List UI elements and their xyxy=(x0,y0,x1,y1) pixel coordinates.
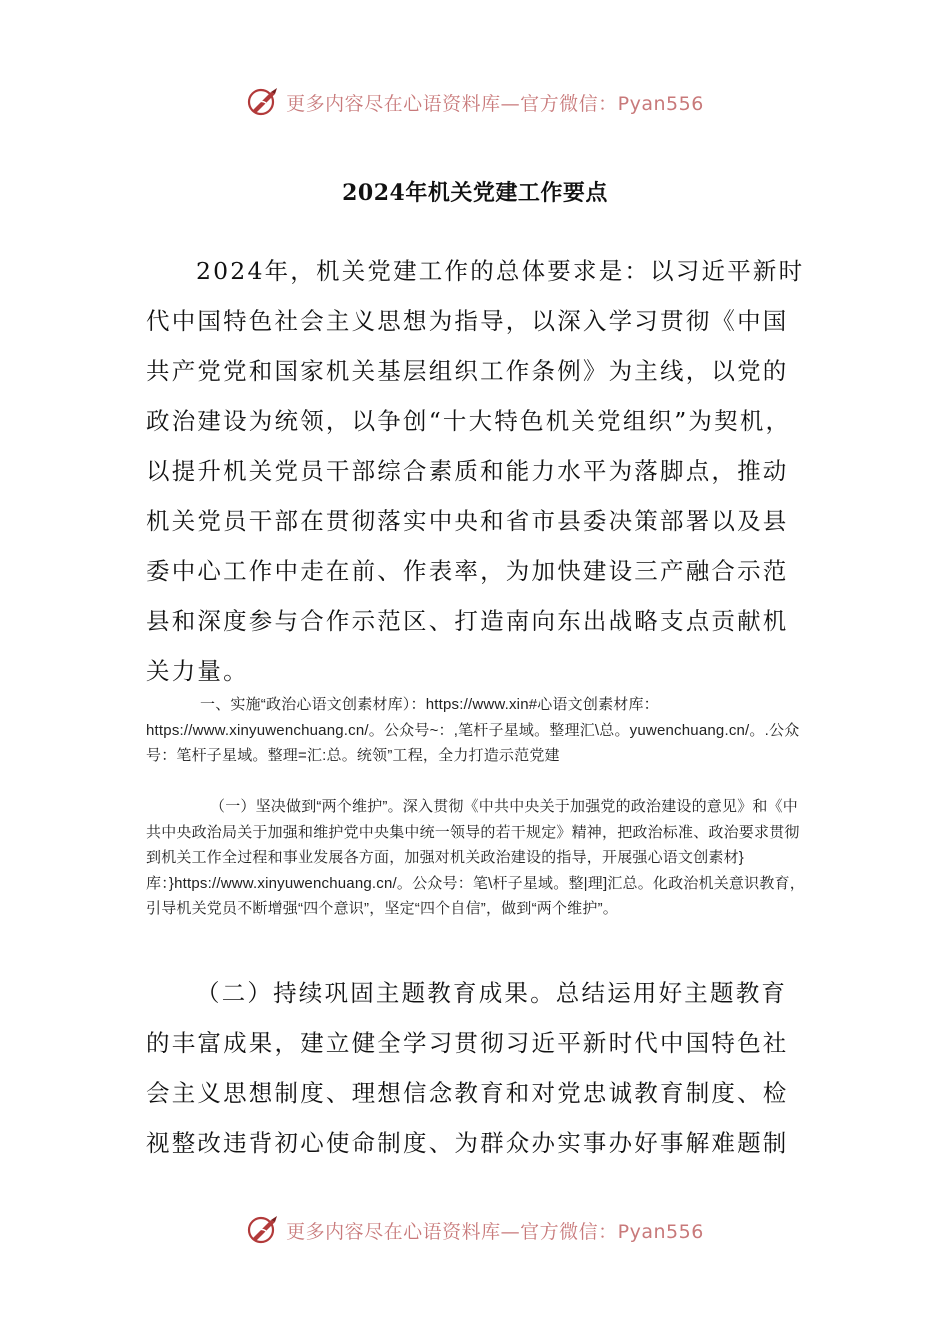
footer-watermark xyxy=(0,1210,950,1250)
paragraph-section-one-heading: 一、实施“政治心语文创素材库）：https://www.xin#心语文创素材库：https://www.xinyuwenchuang.cn/。公众号~：,笔杆子星域。整理汇\总。yuwenchuang.cn/。.公众号：笔杆子星域。整理=汇:总。统领”工程，全力打造示范党建 xyxy=(146,696,800,764)
pen-logo-icon xyxy=(246,85,280,119)
pen-logo-icon xyxy=(246,1213,280,1247)
watermark-text: 更多内容尽在心语资料库—官方微信：Pyan556 xyxy=(286,1220,704,1243)
paragraph-consolidate-theme-education: （二）持续巩固主题教育成果。总结运用好主题教育的丰富成果，建立健全学习贯彻习近平新时代中国特色社会主义思想制度、理想信念教育和对党忠诚教育制度、检视整改违背初心使命制度、为群众办实事办好事解难题制 xyxy=(146,979,789,1157)
header-watermark xyxy=(0,82,950,122)
paragraph-general-requirements: 2024年，机关党建工作的总体要求是：以习近平新时代中国特色社会主义思想为指导，以深入学习贯彻《中国共产党党和国家机关基层组织工作条例》为主线，以党的政治建设为统领，以争创“十大特色机关党组织”为契机，以提升机关党员干部综合素质和能力水平为落脚点，推动机关党员干部在贯彻落实中央和省市县委决策部署以及县委中心工作中走在前、作表率，为加快建设三产融合示范县和深度参与合作示范区、打造南向东出战略支点贡献机关力量。 xyxy=(146,257,805,685)
watermark-text: 更多内容尽在心语资料库—官方微信：Pyan556 xyxy=(286,92,704,115)
paragraph-two-safeguards: （一）坚决做到“两个维护”。深入贯彻《中共中央关于加强党的政治建设的意见》和《中共中央政治局关于加强和维护党中央集中统一领导的若干规定》精神，把政治标准、政治要求贯彻到机关工作全过程和事业发展各方面，加强对机关政治建设的指导，开展强心语文创素材}库：}https://www.xinyuwenchuang.cn/。公众号：笔\杆子星域。整|理]汇总。化政治机关意识教育，引导机关党员不断增强“四个意识”，坚定“四个自信”，做到“两个维护”。 xyxy=(146,798,805,917)
document-title: 2024年机关党建工作要点 xyxy=(342,180,608,206)
